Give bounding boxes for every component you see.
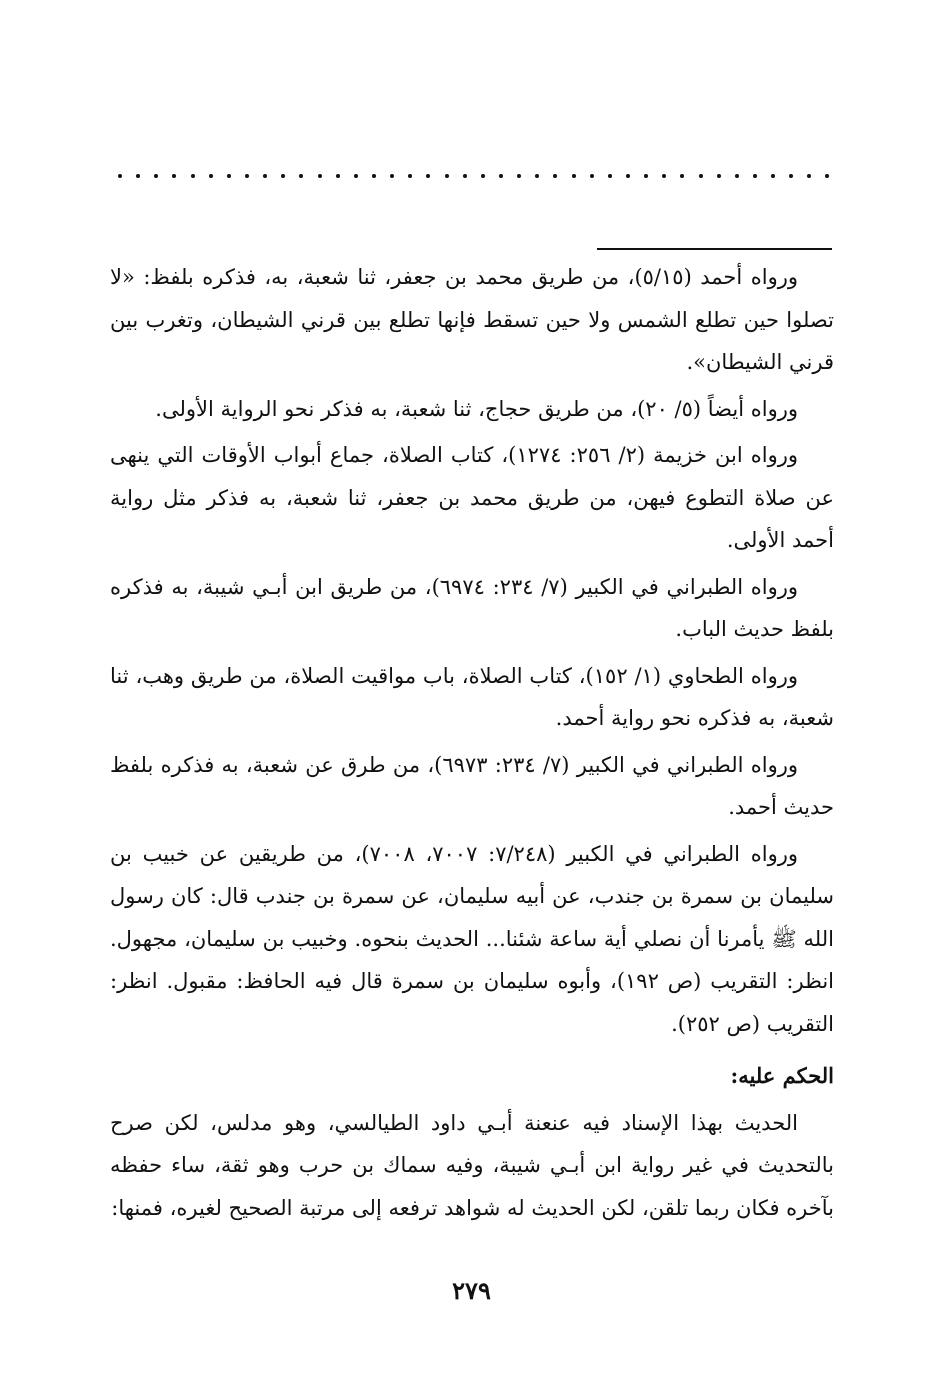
footnote-paragraph: ورواه أيضاً (٥/ ٢٠)، من طريق حجاج، ثنا شعبة، به فذكر نحو الرواية الأولى. (155, 396, 798, 421)
separator-dot (281, 174, 285, 178)
separator-dot (172, 174, 176, 178)
separator-dot (789, 174, 793, 178)
separator-dot (553, 174, 557, 178)
separator-dot (354, 174, 358, 178)
dotted-separator (118, 168, 830, 184)
footnote-paragraph: ورواه أحمد (٥/١٥)، من طريق محمد بن جعفر، ثنا شعبة، به، فذكره بلفظ: «لا تصلوا حين تطلع الشمس ولا حين تسقط فإنها تطلع بين قرني الشيطان، وتغرب بين قرني الشيطان». (110, 265, 834, 374)
page-body (110, 256, 834, 1233)
footnote-paragraph: ورواه الطبراني في الكبير (٧/٢٤٨: ٧٠٠٧، ٧٠٠٨)، من طريقين عن خبيب بن سليمان بن سمرة بن جندب، عن أبيه سليمان، عن سمرة بن جندب قال: كان رسول الله ﷺ يأمرنا أن نصلي أية ساعة شئنا... الحديث بنحوه. وخبيب بن سليمان، مجهول. انظر: التقريب (ص ١٩٢)، وأبوه سليمان بن سمرة قال فيه الحافظ: مقبول. انظر: التقريب (ص ٢٥٢). (110, 841, 835, 1036)
separator-dot (680, 174, 684, 178)
separator-dot (771, 174, 775, 178)
separator-dot (644, 174, 648, 178)
separator-dot (717, 174, 721, 178)
separator-dot (336, 174, 340, 178)
page-number: ٢٧٩ (452, 1276, 491, 1305)
footnote-paragraph: ورواه ابن خزيمة (٢/ ٢٥٦: ١٢٧٤)، كتاب الصلاة، جماع أبواب الأوقات التي ينهى عن صلاة التطوع فيهن، من طريق محمد بن جعفر، ثنا شعبة، به فذكر مثل رواية أحمد الأولى. (110, 443, 834, 552)
separator-dot (227, 174, 231, 178)
separator-dot (245, 174, 249, 178)
separator-dot (825, 174, 829, 178)
separator-dot (807, 174, 811, 178)
separator-dot (426, 174, 430, 178)
separator-dot (263, 174, 267, 178)
footnote-rule (597, 248, 832, 250)
footnote-paragraph: ورواه الطحاوي (١/ ١٥٢)، كتاب الصلاة، باب مواقيت الصلاة، من طريق وهب، ثنا شعبة، به فذكره نحو رواية أحمد. (110, 663, 834, 730)
separator-dot (753, 174, 757, 178)
separator-dot (463, 174, 467, 178)
separator-dot (662, 174, 666, 178)
separator-dot (608, 174, 612, 178)
separator-dot (408, 174, 412, 178)
separator-dot (535, 174, 539, 178)
separator-dot (154, 174, 158, 178)
separator-dot (481, 174, 485, 178)
separator-dot (699, 174, 703, 178)
separator-dot (299, 174, 303, 178)
separator-dot (499, 174, 503, 178)
footnote-block (110, 256, 834, 1045)
separator-dot (318, 174, 322, 178)
ruling-heading: الحكم عليه: (730, 1063, 834, 1088)
separator-dot (372, 174, 376, 178)
separator-dot (572, 174, 576, 178)
separator-dot (517, 174, 521, 178)
separator-dot (209, 174, 213, 178)
ruling-text: الحديث بهذا الإسناد فيه عنعنة أبـي داود الطيالسي، وهو مدلس، لكن صرح بالتحديث في غير رواية ابن أبـي شيبة، وفيه سماك بن حرب وهو ثقة، ساء حفظه بآخره فكان ربما تلقن، لكن الحديث له شواهد ترفعه إلى مرتبة الصحيح لغيره، فمنها: (110, 1110, 834, 1220)
footnote-paragraph: ورواه الطبراني في الكبير (٧/ ٢٣٤: ٦٩٧٣)، من طرق عن شعبة، به فذكره بلفظ حديث أحمد. (110, 752, 834, 819)
separator-dot (590, 174, 594, 178)
separator-dot (445, 174, 449, 178)
separator-dot (390, 174, 394, 178)
separator-dot (626, 174, 630, 178)
separator-dot (735, 174, 739, 178)
footnote-paragraph: ورواه الطبراني في الكبير (٧/ ٢٣٤: ٦٩٧٤)، من طريق ابن أبـي شيبة، به فذكره بلفظ حديث الباب. (110, 574, 834, 641)
separator-dot (136, 174, 140, 178)
separator-dot (118, 174, 122, 178)
separator-dot (191, 174, 195, 178)
